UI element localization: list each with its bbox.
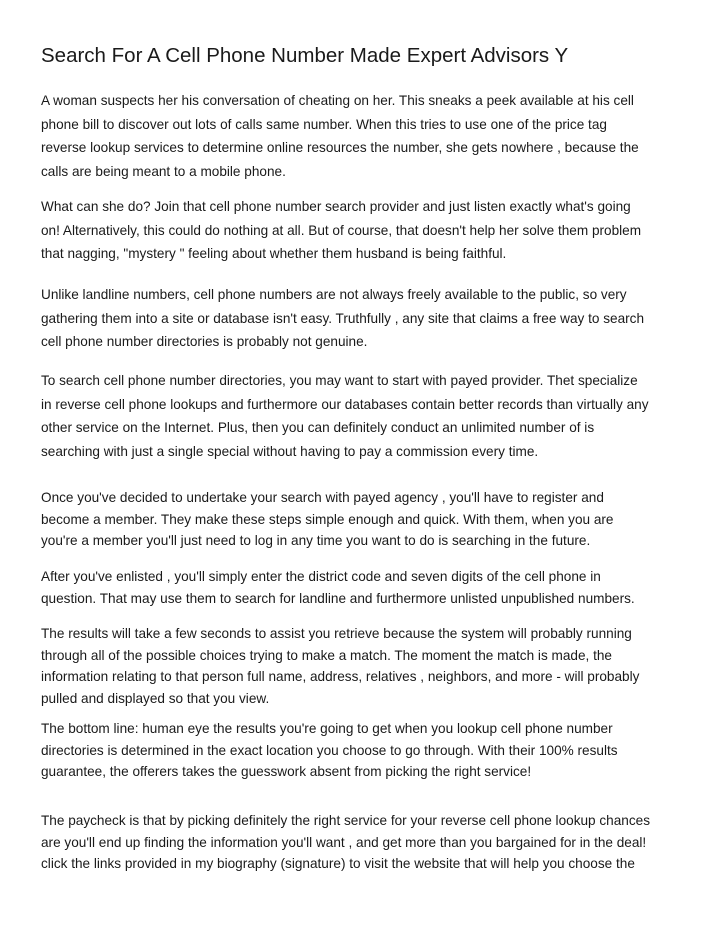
paragraph-1 [41, 89, 691, 183]
text-line: phone bill to discover out lots of calls same number. When this tries to use one of the price tag [41, 116, 607, 132]
text-line: information relating to that person full name, address, relatives , neighbors, and more - will probably [41, 669, 640, 685]
paragraph-2 [41, 195, 691, 266]
text-line: become a member. They make these steps simple enough and quick. With them, when you are [41, 511, 614, 527]
text-line: you're a member you'll just need to log in any time you want to do is searching in the future. [41, 533, 591, 549]
text-line: question. That may use them to search for landline and furthermore unlisted unpublished numbers. [41, 590, 635, 606]
paragraph-4 [41, 369, 691, 463]
text-line: Unlike landline numbers, cell phone numbers are not always freely available to the public, so very [41, 287, 627, 302]
text-line: What can she do? Join that cell phone number search provider and just listen exactly what's going [41, 199, 631, 214]
text-line: Once you've decided to undertake your search with payed agency , you'll have to register and [41, 490, 604, 505]
text-line: guarantee, the offerers takes the guesswork absent from picking the right service! [41, 764, 532, 780]
text-line: searching with just a single special without having to pay a commission every time. [41, 443, 539, 459]
text-line: other service on the Internet. Plus, then you can definitely conduct an unlimited number of is [41, 420, 595, 436]
text-line: click the links provided in my biography (signature) to visit the website that will help you choose the [41, 856, 635, 872]
text-line: cell phone number directories is probably not genuine. [41, 334, 368, 350]
paragraph-3 [41, 283, 691, 354]
text-line: that nagging, "mystery " feeling about whether them husband is being faithful. [41, 246, 507, 262]
page-title: Search For A Cell Phone Number Made Expert Advisors Y [41, 44, 569, 67]
paragraph-6 [41, 566, 691, 609]
text-line: reverse lookup services to determine online resources the number, she gets nowhere , because the [41, 140, 639, 156]
paragraph-7 [41, 623, 691, 710]
text-line: The paycheck is that by picking definitely the right service for your reverse cell phone lookup chances [41, 813, 651, 828]
text-line: After you've enlisted , you'll simply enter the district code and seven digits of the cell phone in [41, 569, 601, 584]
paragraph-5 [41, 487, 691, 552]
text-line: through all of the possible choices trying to make a match. The moment the match is made, the [41, 647, 612, 663]
text-line: A woman suspects her his conversation of cheating on her. This sneaks a peek available at his cell [41, 93, 634, 108]
text-line: The results will take a few seconds to assist you retrieve because the system will probably running [41, 626, 632, 641]
paragraph-9 [41, 810, 691, 875]
paragraph-8 [41, 718, 691, 783]
text-line: calls are being meant to a mobile phone. [41, 163, 286, 179]
text-line: The bottom line: human eye the results you're going to get when you lookup cell phone number [41, 721, 613, 736]
text-line: are you'll end up finding the information you'll want , and get more than you bargained for in the deal! [41, 834, 647, 850]
text-line: pulled and displayed so that you view. [41, 691, 270, 707]
text-line: directories is determined in the exact location you choose to go through. With their 100% results [41, 742, 618, 758]
text-line: To search cell phone number directories, you may want to start with payed provider. Thet specialize [41, 373, 638, 388]
text-line: on! Alternatively, this could do nothing at all. But of course, that doesn't help her solve them problem [41, 222, 642, 238]
text-line: in reverse cell phone lookups and furthermore our databases contain better records than virtually any [41, 396, 649, 412]
text-line: gathering them into a site or database isn't easy. Truthfully , any site that claims a free way to search [41, 310, 645, 326]
